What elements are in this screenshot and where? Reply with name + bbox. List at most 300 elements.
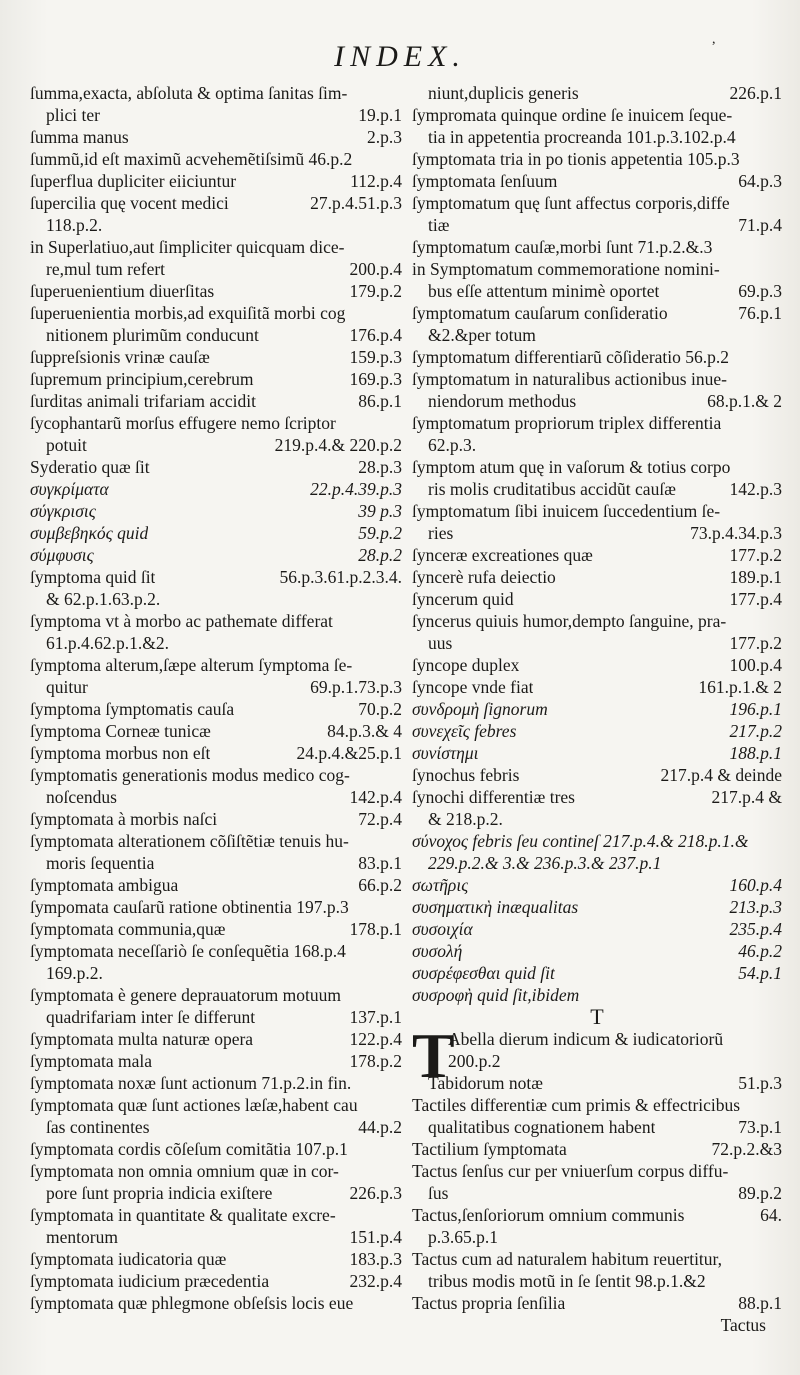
entry-line — [30, 456, 402, 478]
entry-text: ſymptomatis generationis modus medico cog- — [30, 765, 350, 785]
entry-line — [30, 1050, 402, 1072]
entry-text: plici ter — [46, 105, 100, 125]
entry-line — [30, 1270, 402, 1292]
entry-line — [412, 654, 782, 676]
entry-line — [412, 1072, 782, 1094]
entry-text: ſuperuenientia morbis,ad exquiſitã morbi cog — [30, 303, 346, 323]
entry-line — [30, 632, 402, 654]
index-entry — [412, 236, 782, 258]
entry-line — [30, 104, 402, 126]
index-entry — [412, 698, 782, 720]
entry-text: ſymptoma ſymptomatis cauſa — [30, 699, 235, 719]
index-entry — [412, 302, 782, 346]
drop-initial: T — [412, 1020, 455, 1091]
entry-text: ſymptomatum in naturalibus actionibus inue- — [412, 369, 727, 389]
entry-reference: 88.p.1 — [738, 1293, 782, 1313]
left-column — [30, 82, 402, 1314]
entry-reference: 112.p.4 — [350, 171, 402, 191]
index-entry — [412, 874, 782, 896]
entry-text: συσροφὴ quid ſit,ibidem — [412, 985, 580, 1005]
entry-reference: 22.p.4.39.p.3 — [310, 479, 402, 499]
entry-reference: 84.p.3.& 4 — [327, 721, 402, 741]
entry-text: 169.p.2. — [46, 963, 103, 983]
entry-line — [30, 478, 402, 500]
index-entry — [412, 346, 782, 368]
entry-reference: 39 p.3 — [358, 501, 402, 521]
index-entry — [30, 1160, 402, 1204]
entry-text: & 62.p.1.63.p.2. — [46, 589, 161, 609]
entry-text: ſyncerum quid — [412, 589, 514, 609]
entry-line — [412, 896, 782, 918]
entry-line — [412, 1138, 782, 1160]
index-entry — [412, 940, 782, 962]
index-entry — [412, 830, 782, 874]
entry-line — [412, 478, 782, 500]
entry-text: ſynochi differentiæ tres — [412, 787, 575, 807]
index-entry — [412, 566, 782, 588]
entry-text: ſymptomata iudicium præcedentia — [30, 1271, 270, 1291]
entry-text: ſymptomatum cauſarum conſideratio — [412, 303, 668, 323]
entry-text: bus eſſe attentum minimè oportet — [428, 281, 660, 301]
entry-line — [30, 588, 402, 610]
entry-line — [30, 962, 402, 984]
index-entry — [412, 412, 782, 456]
entry-line — [30, 720, 402, 742]
entry-reference: 19.p.1 — [358, 105, 402, 125]
entry-line — [412, 280, 782, 302]
index-entry — [412, 170, 782, 192]
index-entry — [412, 610, 782, 654]
entry-text: ries — [428, 523, 454, 543]
entry-text: Abella dierum indicum & iudicatoriorũ — [448, 1029, 724, 1049]
entry-text: tia in appetentia procreanda 101.p.3.102.p.4 — [428, 127, 736, 147]
index-entry — [30, 1204, 402, 1248]
index-entry — [412, 1094, 782, 1138]
entry-reference: 188.p.1 — [729, 743, 782, 763]
entry-reference: 89.p.2 — [738, 1183, 782, 1203]
entry-text: ſymptomatum differentiarũ cõſideratio 56.p.2 — [412, 347, 730, 367]
entry-text: Tactiles differentiæ cum primis & effectricibus — [412, 1095, 741, 1115]
entry-line — [412, 104, 782, 126]
entry-text: re,mul tum refert — [46, 259, 166, 279]
entry-line — [30, 148, 402, 170]
entry-line — [30, 368, 402, 390]
index-entry — [30, 368, 402, 390]
entry-reference: 217.p.2 — [729, 721, 782, 741]
entry-reference: 64. — [760, 1205, 782, 1225]
index-entry — [30, 698, 402, 720]
entry-text: pore ſunt propria indicia exiſtere — [46, 1183, 273, 1203]
entry-text: ſynochus febris — [412, 765, 520, 785]
entry-line — [412, 742, 782, 764]
index-entry — [30, 170, 402, 192]
entry-line — [412, 720, 782, 742]
entry-text: noſcendus — [46, 787, 117, 807]
entry-reference: 189.p.1 — [729, 567, 782, 587]
entry-line — [30, 1094, 402, 1116]
entry-text: niendorum methodus — [428, 391, 577, 411]
entry-text: συσρέφεσθαι quid ſit — [412, 963, 555, 983]
entry-text: ſympomata cauſarũ ratione obtinentia 197.p.3 — [30, 897, 349, 917]
entry-text: ſymptomata neceſſariò ſe conſequẽtia 168.p.4 — [30, 941, 346, 961]
entry-reference: 86.p.1 — [358, 391, 402, 411]
index-entry — [30, 610, 402, 654]
entry-line — [412, 126, 782, 148]
index-entry — [30, 720, 402, 742]
entry-text: qualitatibus cognationem habent — [428, 1117, 656, 1137]
entry-text: nitionem plurimũm conducunt — [46, 325, 259, 345]
entry-reference: 176.p.4 — [349, 325, 402, 345]
entry-line — [30, 698, 402, 720]
index-entry — [30, 412, 402, 456]
entry-reference: 51.p.3 — [738, 1073, 782, 1093]
index-entry — [30, 984, 402, 1028]
entry-text: ſymptomata ambigua — [30, 875, 179, 895]
entry-line — [412, 148, 782, 170]
entry-text: ſyncope vnde fiat — [412, 677, 534, 697]
entry-reference: 72.p.4 — [358, 809, 402, 829]
entry-reference: 27.p.4.51.p.3 — [310, 193, 402, 213]
index-entry — [30, 1072, 402, 1094]
index-entry — [412, 82, 782, 104]
entry-reference: 73.p.1 — [738, 1117, 782, 1137]
entry-line — [30, 742, 402, 764]
entry-line — [30, 192, 402, 214]
entry-text: quadrifariam inter ſe differunt — [46, 1007, 256, 1027]
entry-line — [412, 566, 782, 588]
index-entry — [30, 500, 402, 522]
entry-text: ſas continentes — [46, 1117, 150, 1137]
entry-line — [412, 236, 782, 258]
entry-reference: 68.p.1.& 2 — [707, 391, 782, 411]
index-entry — [412, 720, 782, 742]
entry-text: 118.p.2. — [46, 215, 103, 235]
entry-text: Tactus ſenſus cur per vniuerſum corpus diffu- — [412, 1161, 729, 1181]
entry-reference: 217.p.4 & — [711, 787, 782, 807]
entry-reference: 177.p.2 — [729, 545, 782, 565]
index-entry — [412, 148, 782, 170]
entry-line — [30, 830, 402, 852]
entry-reference: 183.p.3 — [349, 1249, 402, 1269]
index-entry — [30, 148, 402, 170]
index-entry — [412, 654, 782, 676]
entry-text: σύνοχος febris ſeu contineſ 217.p.4.& 218.p.1.& — [412, 831, 749, 851]
entry-line — [412, 1028, 782, 1050]
entry-line — [412, 1270, 782, 1292]
entry-reference: 69.p.3 — [738, 281, 782, 301]
entry-line — [412, 1160, 782, 1182]
entry-reference: 83.p.1 — [358, 853, 402, 873]
entry-line — [412, 456, 782, 478]
entry-text: in Superlatiuo,aut ſimpliciter quicquam dice- — [30, 237, 345, 257]
entry-text: Tactus propria ſenſilia — [412, 1293, 566, 1313]
entry-line — [412, 412, 782, 434]
entry-text: ſymptomata è genere deprauatorum motuum — [30, 985, 342, 1005]
entry-line — [30, 566, 402, 588]
entry-text: ſymptomata à morbis naſci — [30, 809, 218, 829]
entry-line — [30, 126, 402, 148]
entry-line — [30, 1006, 402, 1028]
entry-reference: 200.p.4 — [349, 259, 402, 279]
entry-text: ſympromata quinque ordine ſe inuicem ſeque- — [412, 105, 733, 125]
entry-reference: 226.p.3 — [349, 1183, 402, 1203]
entry-reference: 226.p.1 — [729, 83, 782, 103]
entry-text: ſyncerè rufa deiectio — [412, 567, 556, 587]
entry-line — [412, 82, 782, 104]
entry-text: tribus modis motũ in ſe ſentit 98.p.1.&2 — [428, 1271, 706, 1291]
index-entry — [412, 1292, 782, 1314]
entry-text: quitur — [46, 677, 88, 697]
entry-line — [30, 500, 402, 522]
index-entry — [30, 1270, 402, 1292]
entry-text: ſumma manus — [30, 127, 129, 147]
entry-line — [30, 522, 402, 544]
entry-text: ſymptomatum quę ſunt affectus corporis,diffe — [412, 193, 730, 213]
index-entry — [412, 258, 782, 302]
entry-line — [412, 522, 782, 544]
entry-text: ſymptomata communia,quæ — [30, 919, 226, 939]
entry-text: ſymptomata ſenſuum — [412, 171, 558, 191]
entry-reference: 64.p.3 — [738, 171, 782, 191]
entry-line — [412, 214, 782, 236]
entry-line — [412, 170, 782, 192]
entry-line — [30, 82, 402, 104]
index-entry — [412, 896, 782, 918]
entry-text: 62.p.3. — [428, 435, 477, 455]
entry-line — [30, 390, 402, 412]
index-entry — [30, 346, 402, 368]
entry-line — [412, 1116, 782, 1138]
index-entry — [30, 764, 402, 808]
index-entry — [30, 82, 402, 126]
index-entry — [30, 874, 402, 896]
entry-line — [412, 1248, 782, 1270]
entry-text: συμβεβηκός quid — [30, 523, 149, 543]
entry-text: ſupercilia quę vocent medici — [30, 193, 229, 213]
entry-line — [30, 940, 402, 962]
index-entry — [412, 456, 782, 500]
index-entry — [412, 984, 782, 1006]
entry-reference: 179.p.2 — [349, 281, 402, 301]
index-entry — [412, 676, 782, 698]
entry-line — [30, 214, 402, 236]
entry-reference: 46.p.2 — [738, 941, 782, 961]
entry-text: σωτῆρις — [412, 875, 469, 895]
entry-line — [30, 1116, 402, 1138]
entry-reference: 160.p.4 — [729, 875, 782, 895]
entry-text: συσοιχία — [412, 919, 473, 939]
entry-text: ſummũ,id eſt maximũ acvehemẽtiſsimũ 46.p.2 — [30, 149, 353, 169]
entry-text: ſymptomata mala — [30, 1051, 152, 1071]
entry-line — [412, 302, 782, 324]
index-entry — [30, 126, 402, 148]
index-entry — [30, 522, 402, 544]
entry-line — [30, 1292, 402, 1314]
entry-text: ſymptoma morbus non eſt — [30, 743, 211, 763]
index-entry — [30, 390, 402, 412]
entry-line — [30, 984, 402, 1006]
entry-line — [30, 654, 402, 676]
entry-text: ſymptomata quæ phlegmone obſeſsis locis eue — [30, 1293, 354, 1313]
entry-text: ſymptomata multa naturæ opera — [30, 1029, 254, 1049]
entry-text: moris ſequentia — [46, 853, 155, 873]
entry-text: 61.p.4.62.p.1.&2. — [46, 633, 169, 653]
entry-reference: 151.p.4 — [349, 1227, 402, 1247]
index-entry — [30, 940, 402, 984]
entry-reference: 177.p.2 — [729, 633, 782, 653]
entry-line — [30, 346, 402, 368]
entry-line — [30, 412, 402, 434]
entry-text: p.3.65.p.1 — [428, 1227, 498, 1247]
entry-text: συγκρίματα — [30, 479, 109, 499]
entry-line — [30, 1072, 402, 1094]
entry-line — [30, 1248, 402, 1270]
entry-line — [30, 1182, 402, 1204]
index-entry — [30, 456, 402, 478]
entry-line — [30, 786, 402, 808]
entry-reference: 72.p.2.&3 — [711, 1139, 782, 1159]
index-entry — [30, 236, 402, 280]
entry-text: ſymptomatum propriorum triplex differentia — [412, 413, 722, 433]
index-entry — [30, 566, 402, 610]
index-entry — [412, 1248, 782, 1292]
entry-text: ſyncope duplex — [412, 655, 520, 675]
index-entry — [30, 830, 402, 874]
entry-line — [30, 544, 402, 566]
entry-text: συνδρομὴ ſignorum — [412, 699, 548, 719]
index-entry — [30, 544, 402, 566]
entry-text: ſymptom atum quę in vaſorum & totius corpo — [412, 457, 731, 477]
entry-text: ſymptomata alterationem cõſiſtẽtiæ tenuis hu- — [30, 831, 349, 851]
index-entry — [412, 544, 782, 566]
entry-reference: 178.p.2 — [349, 1051, 402, 1071]
entry-line — [412, 852, 782, 874]
entry-reference: 142.p.4 — [349, 787, 402, 807]
entry-line — [412, 1094, 782, 1116]
entry-reference: 235.p.4 — [729, 919, 782, 939]
index-entry — [412, 104, 782, 148]
entry-text: 200.p.2 — [448, 1051, 501, 1071]
entry-text: Tabidorum notæ — [428, 1073, 543, 1093]
section-letter-heading: T — [590, 1004, 604, 1029]
index-entry — [412, 786, 782, 830]
right-column — [412, 82, 782, 1336]
index-entry — [30, 1248, 402, 1270]
entry-line — [412, 368, 782, 390]
entry-text: Tactilium ſymptomata — [412, 1139, 567, 1159]
entry-reference: 177.p.4 — [729, 589, 782, 609]
entry-line — [412, 346, 782, 368]
index-entry — [30, 1138, 402, 1160]
entry-reference: 2.p.3 — [367, 127, 402, 147]
entry-text: σύμφυσις — [30, 545, 94, 565]
entry-line — [412, 258, 782, 280]
entry-text: tiæ — [428, 215, 450, 235]
entry-text: ſuppreſsionis vrinæ cauſæ — [30, 347, 210, 367]
entry-text: ſycophantarũ morſus effugere nemo ſcriptor — [30, 413, 336, 433]
entry-text: ſuperflua dupliciter eiiciuntur — [30, 171, 237, 191]
entry-line — [412, 940, 782, 962]
entry-text: &2.&per totum — [428, 325, 536, 345]
entry-text: mentorum — [46, 1227, 118, 1247]
entry-text: συνεχεῖς febres — [412, 721, 517, 741]
entry-text: Tactus,ſenſoriorum omnium communis — [412, 1205, 685, 1225]
entry-line — [412, 676, 782, 698]
entry-line — [30, 874, 402, 896]
entry-text: ſuperuenientium diuerſitas — [30, 281, 215, 301]
entry-line — [412, 588, 782, 610]
index-entry — [30, 896, 402, 918]
entry-reference: 122.p.4 — [349, 1029, 402, 1049]
entry-line — [30, 170, 402, 192]
index-entry — [30, 742, 402, 764]
index-entry — [412, 1138, 782, 1160]
entry-text: ſymptomata iudicatoria quæ — [30, 1249, 227, 1269]
entry-reference: 76.p.1 — [738, 303, 782, 323]
entry-reference: 56.p.3.61.p.2.3.4. — [279, 567, 402, 587]
entry-reference: 137.p.1 — [349, 1007, 402, 1027]
entry-text: niunt,duplicis generis — [428, 83, 579, 103]
entry-text: σύγκρισις — [30, 501, 96, 521]
entry-line — [30, 896, 402, 918]
entry-text: συνίστημι — [412, 743, 479, 763]
entry-reference: 169.p.3 — [349, 369, 402, 389]
entry-line — [412, 192, 782, 214]
entry-text: ſupremum principium,cerebrum — [30, 369, 254, 389]
entry-reference: 54.p.1 — [738, 963, 782, 983]
index-entry — [30, 280, 402, 302]
entry-line — [30, 1226, 402, 1248]
entry-reference: 24.p.4.&25.p.1 — [296, 743, 402, 763]
entry-text: ſymptomatum cauſæ,morbi ſunt 71.p.2.&.3 — [412, 237, 713, 257]
index-entry — [412, 742, 782, 764]
entry-line — [412, 830, 782, 852]
entry-line — [412, 324, 782, 346]
index-entry — [30, 1050, 402, 1072]
entry-line — [412, 918, 782, 940]
entry-text: ſymptomata non omnia omnium quæ in cor- — [30, 1161, 339, 1181]
entry-line — [412, 1226, 782, 1248]
entry-text: ſyncerus quiuis humor,dempto ſanguine, pra- — [412, 611, 727, 631]
entry-text: ſymptoma vt à morbo ac pathemate differat — [30, 611, 333, 631]
index-entry — [412, 962, 782, 984]
index-entry — [30, 1028, 402, 1050]
entry-line — [30, 236, 402, 258]
index-entry — [412, 1204, 782, 1248]
entry-reference: 178.p.1 — [349, 919, 402, 939]
entry-line — [412, 1292, 782, 1314]
entry-text: Tactus cum ad naturalem habitum reuertitur, — [412, 1249, 723, 1269]
index-entry — [412, 588, 782, 610]
entry-reference: 196.p.1 — [729, 699, 782, 719]
entry-reference: 44.p.2 — [358, 1117, 402, 1137]
entry-reference: 100.p.4 — [729, 655, 782, 675]
entry-text: ſymptoma alterum,ſæpe alterum ſymptoma ſe- — [30, 655, 353, 675]
index-entry — [30, 302, 402, 346]
entry-text: potuit — [46, 435, 87, 455]
index-entry — [30, 192, 402, 236]
entry-text: ſymptoma quid ſit — [30, 567, 156, 587]
entry-line — [412, 764, 782, 786]
entry-text: συσολή — [412, 941, 463, 961]
index-entry — [412, 918, 782, 940]
entry-text: & 218.p.2. — [428, 809, 503, 829]
entry-line — [412, 808, 782, 830]
index-entry — [412, 192, 782, 236]
entry-text: ſurditas animali trifariam accidit — [30, 391, 256, 411]
entry-reference: 217.p.4 & deinde — [660, 765, 782, 785]
entry-line — [30, 324, 402, 346]
